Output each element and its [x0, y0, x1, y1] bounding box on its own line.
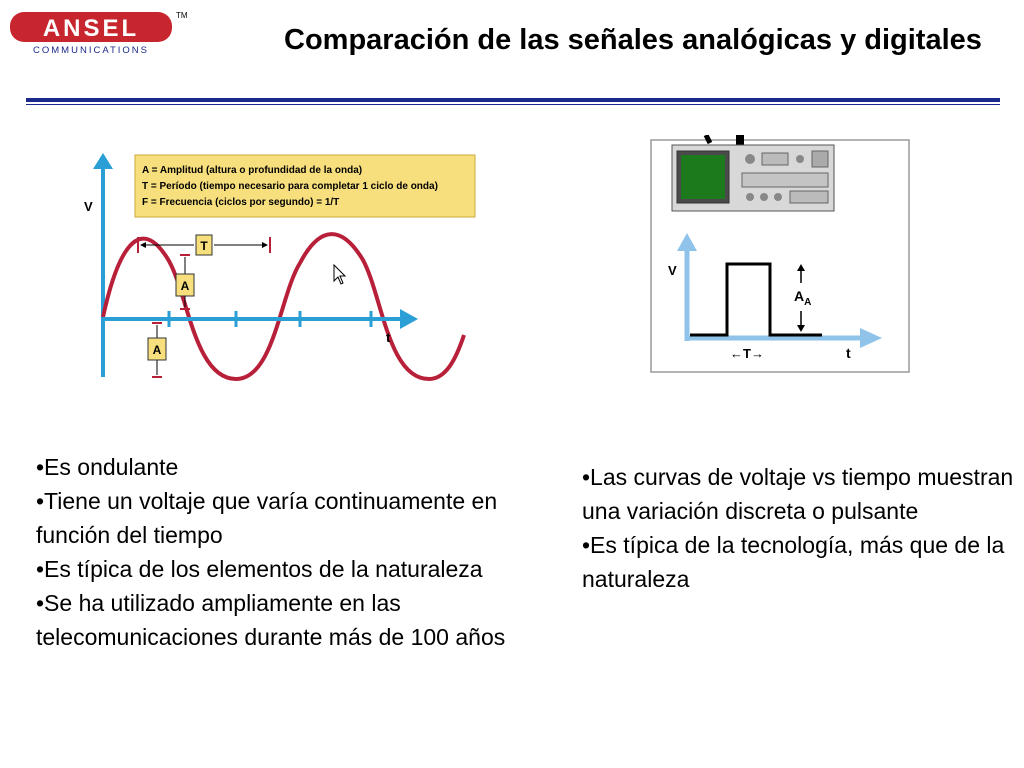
x-axis-label: t — [846, 345, 851, 361]
y-axis-arrow — [93, 153, 113, 169]
legend-line-3: F = Frecuencia (ciclos por segundo) = 1/T — [142, 197, 340, 208]
digital-signal-figure — [650, 135, 912, 375]
x-axis-label: t — [386, 330, 391, 345]
legend-line-1: A = Amplitud (altura o profundidad de la onda) — [142, 165, 363, 176]
digital-bullet-list — [582, 460, 1022, 596]
period-label: ←T→ — [730, 346, 764, 361]
list-item: •Tiene un voltaje que varía continuamente en función del tiempo — [36, 488, 498, 548]
list-item: •Es típica de la tecnología, más que de la naturaleza — [582, 532, 1005, 592]
logo-sub: COMMUNICATIONS — [33, 45, 149, 56]
period-label: T — [200, 239, 208, 253]
x-axis-arrow — [400, 309, 418, 329]
y-axis-label: V — [84, 199, 93, 214]
list-item: •Las curvas de voltaje vs tiempo muestran una variación discreta o pulsante — [582, 464, 1014, 524]
analog-signal-figure — [60, 145, 490, 390]
legend-line-2: T = Período (tiempo necesario para completar 1 ciclo de onda) — [142, 181, 438, 192]
ansel-logo — [8, 8, 190, 58]
header-divider-thin — [26, 104, 1000, 105]
oscilloscope-icon — [672, 135, 834, 211]
logo-name: ANSEL — [42, 15, 140, 42]
header-divider — [26, 98, 1000, 102]
amplitude-label-lower: A — [152, 343, 162, 357]
amplitude-label: $A_A$ — [794, 288, 812, 308]
list-item: •Es ondulante — [36, 454, 179, 480]
list-item: •Se ha utilizado ampliamente en las telecomunicaciones durante más de 100 años — [36, 590, 506, 650]
y-axis-label: V — [668, 263, 677, 278]
logo-tm: TM — [176, 11, 188, 20]
pointer-icon — [334, 265, 345, 284]
page-title: Comparación de las señales analógicas y digitales — [284, 24, 982, 56]
amplitude-label-upper: A — [180, 279, 190, 293]
list-item: •Es típica de los elementos de la naturaleza — [36, 556, 483, 582]
analog-bullet-list — [36, 450, 506, 654]
